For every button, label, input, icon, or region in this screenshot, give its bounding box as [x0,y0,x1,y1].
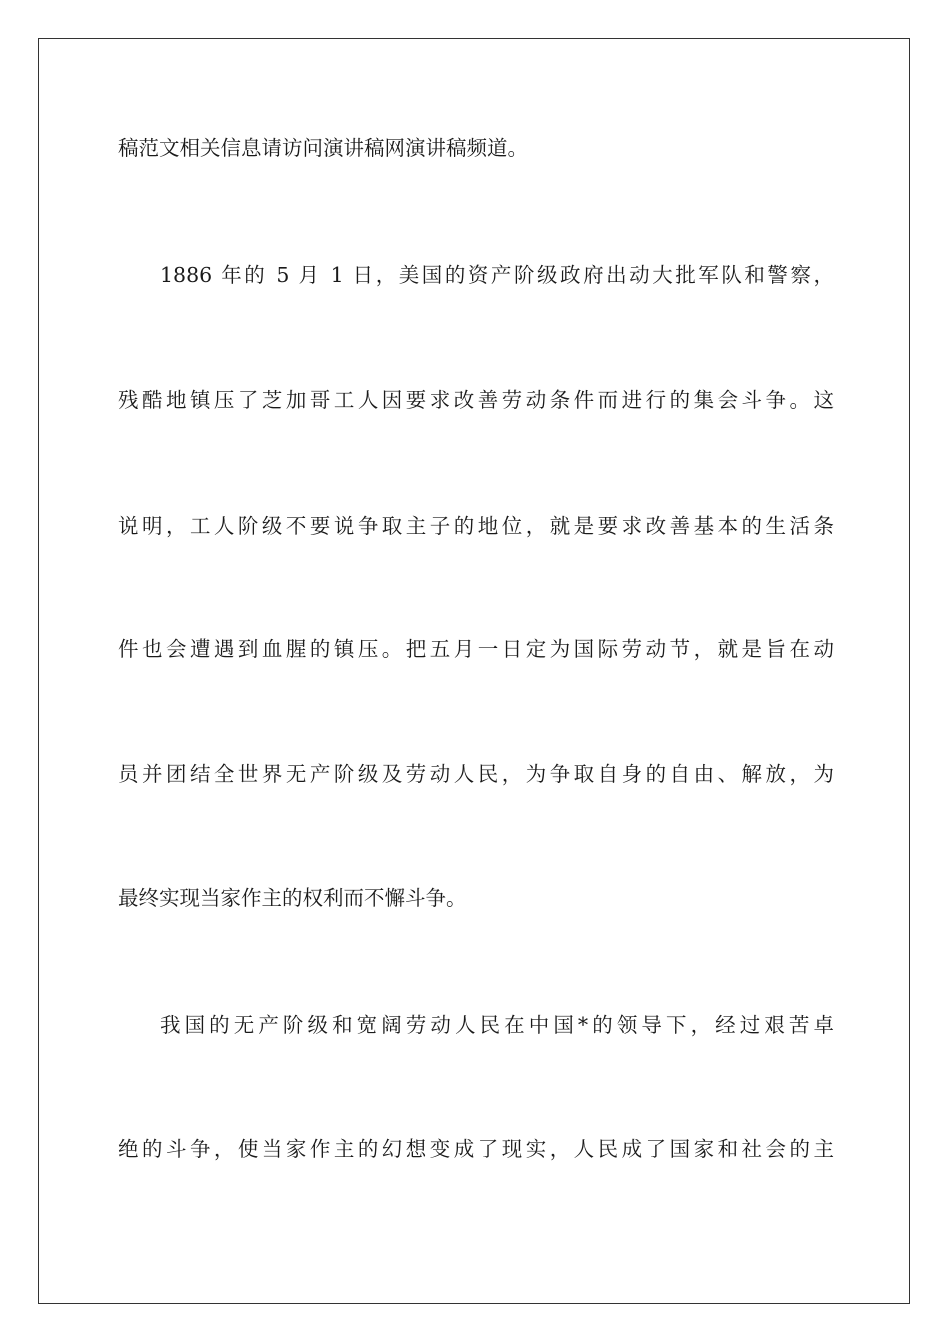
text-line: 绝的斗争，使当家作主的幻想变成了现实，人民成了国家和社会的主 [118,1137,834,1161]
paragraph-first-line: 我国的无产阶级和宽阔劳动人民在中国*的领导下，经过艰苦卓 [160,1013,834,1037]
text-line: 员并团结全世界无产阶级及劳动人民，为争取自身的自由、解放，为 [118,762,834,786]
text-line: 最终实现当家作主的权利而不懈斗争。 [118,886,467,910]
page-border [38,38,910,1304]
text-line: 说明，工人阶级不要说争取主子的地位，就是要求改善基本的生活条 [118,514,834,538]
paragraph-first-line: 1886 年的 5 月 1 日，美国的资产阶级政府出动大批军队和警察， [160,263,834,287]
text-line: 残酷地镇压了芝加哥工人因要求改善劳动条件而进行的集会斗争。这 [118,388,834,412]
text-line: 件也会遭遇到血腥的镇压。把五月一日定为国际劳动节，就是旨在动 [118,637,834,661]
text-line: 稿范文相关信息请访问演讲稿网演讲稿频道。 [118,136,528,160]
